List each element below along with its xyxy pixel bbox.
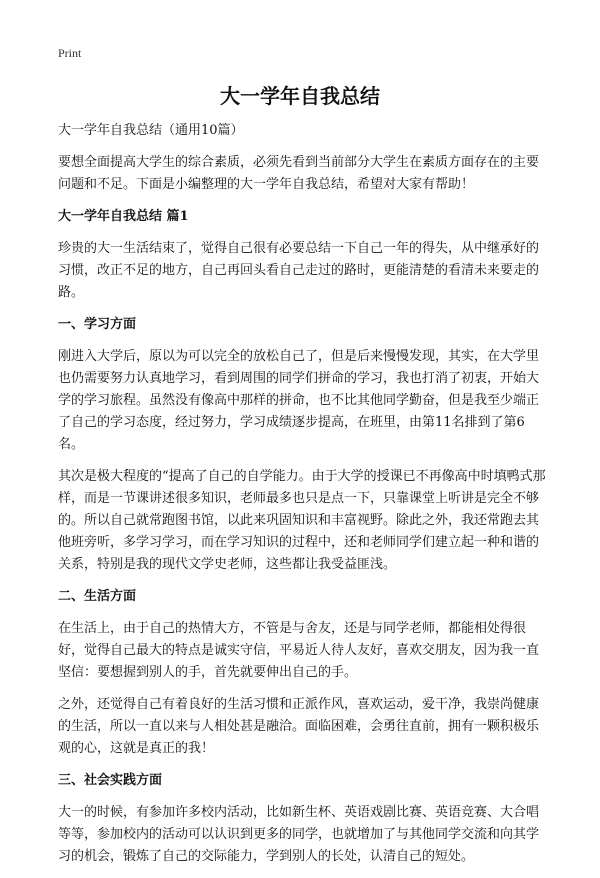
paragraph-4: 在生活上，由于自己的热情大方，不管是与舍友，还是与同学老师，都能相处得很好，觉得自己最大的特点是诚实守信，平易近人待人友好，喜欢交朋友，因为我一直坚信：要想握到别人的手，首先就要伸出自己的手。	[58, 621, 540, 680]
document-body	[58, 120, 550, 878]
section-heading-study: 一、学习方面	[58, 317, 137, 332]
print-label[interactable]: Print	[58, 46, 82, 60]
section-heading-life: 二、生活方面	[58, 589, 137, 604]
intro-paragraph: 要想全面提高大学生的综合素质，必须先看到当前部分大学生在素质方面存在的主要问题和不足。下面是小编整理的大一学年自我总结，希望对大家有帮助！	[58, 155, 540, 192]
document-subtitle: 大一学年自我总结（通用10篇）	[58, 123, 244, 138]
paragraph-3: 其次是极大程度的“提高了自己的自学能力。由于大学的授课已不再像高中时填鸭式那样，而是一节课讲述很多知识，老师最多也只是点一下，只靠课堂上听讲是完全不够的。所以自己就常跑图书馆，以此来巩固知识和丰富视野。除此之外，我还常跑去其他班旁听，多学习学习，而在学习知识的过程中，还和老师同学们建立起一种和谐的关系，特别是我的现代文学史老师，这些都让我受益匪浅。	[58, 469, 546, 572]
page-title: 大一学年自我总结	[220, 84, 380, 108]
section-heading-social: 三、社会实践方面	[58, 773, 163, 788]
paragraph-2: 刚进入大学后，原以为可以完全的放松自己了，但是后来慢慢发现，其实，在大学里也仍需要努力认真地学习，看到周围的同学们拼命的学习，我也打消了初衷，开始大学的学习旅程。虽然没有像高中那样的拼命，也不比其他同学勤奋，但是我至少端正了自己的学习态度，经过努力，学习成绩逐步提高，在班里，由第11名排到了第6名。	[58, 349, 540, 452]
paragraph-6: 大一的时候，有参加许多校内活动，比如新生杯、英语戏剧比赛、英语竞赛、大合唱等等，参加校内的活动可以认识到更多的同学，也就增加了与其他同学交流和向其学习的机会，锻炼了自己的交际能力，学到别人的长处，认清自己的短处。	[58, 805, 540, 864]
paragraph-5: 之外，还觉得自己有着良好的生活习惯和正派作风，喜欢运动，爱干净，我崇尚健康的生活，所以一直以来与人相处甚是融洽。面临困难，会勇往直前，拥有一颗积极乐观的心，这就是真正的我！	[58, 697, 540, 756]
article-title: 大一学年自我总结 篇1	[58, 209, 189, 224]
paragraph-1: 珍贵的大一生活结束了，觉得自己很有必要总结一下自己一年的得失，从中继承好的习惯，改正不足的地方，自己再回头看自己走过的路时，更能清楚的看清未来要走的路。	[58, 241, 540, 300]
